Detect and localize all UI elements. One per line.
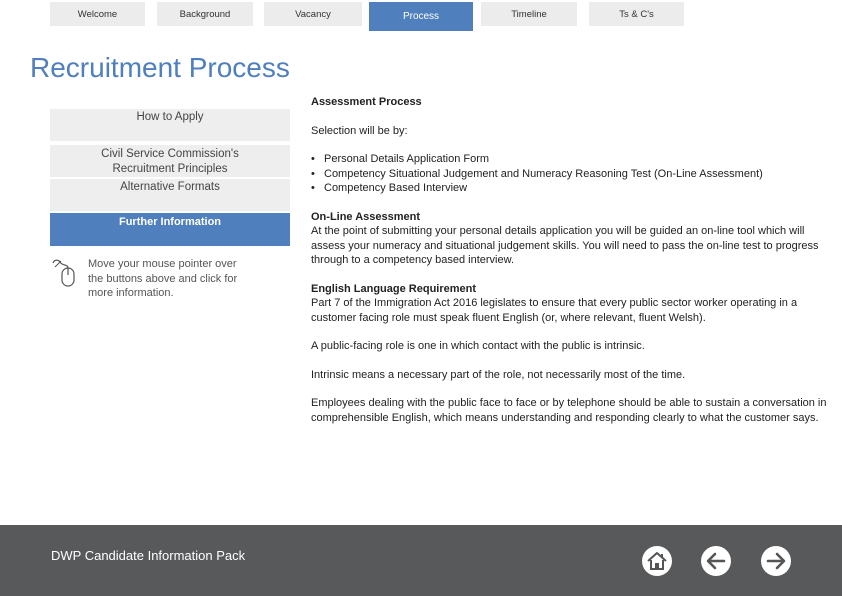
side-button-how-to-apply[interactable] — [50, 109, 290, 141]
tab-background[interactable] — [157, 2, 253, 26]
side-button-label: Further Information — [118, 216, 222, 228]
selection-list — [311, 152, 836, 196]
side-button-label-line2: Recruitment Principles — [112, 163, 228, 175]
tab-label: Process — [402, 11, 440, 22]
mouse-pointer-icon — [52, 258, 78, 288]
main-content — [311, 95, 836, 425]
tab-terms[interactable] — [589, 2, 684, 26]
side-button-label-line1: Civil Service Commission's — [101, 148, 239, 160]
footer-title: DWP Candidate Information Pack — [51, 548, 246, 563]
hover-hint: Move your mouse pointer over the buttons above and click for more information. — [88, 258, 238, 299]
english-requirement-heading: English Language Requirement — [311, 282, 477, 295]
tab-timeline[interactable] — [481, 2, 577, 26]
paragraph: A public-facing role is one in which contact with the public is intrinsic. — [311, 340, 645, 352]
side-button-label: Alternative Formats — [120, 181, 220, 193]
arrow-left-icon[interactable] — [700, 545, 732, 577]
tab-process[interactable] — [369, 2, 473, 31]
section-heading: Assessment Process — [311, 96, 422, 108]
side-button-further-information[interactable] — [50, 213, 290, 246]
paragraph: Employees dealing with the public face to face or by telephone should be able to sustain a conversation in comprehensible English, which means understanding and responding clearly to what the customer says. — [311, 397, 827, 424]
side-button-label: How to Apply — [136, 111, 204, 123]
tab-vacancy[interactable] — [264, 2, 362, 26]
top-navigation — [0, 0, 842, 32]
paragraph: Intrinsic means a necessary part of the role, not necessarily most of the time. — [311, 368, 686, 381]
tab-welcome[interactable] — [50, 2, 145, 26]
english-requirement-text: Part 7 of the Immigration Act 2016 legislates to ensure that every public sector worker operating in a customer facing role must speak fluent English (or, where relevant, fluent Welsh). — [311, 297, 798, 324]
list-item: • Personal Details Application Form — [311, 152, 836, 167]
list-item: • Competency Situational Judgement and Numeracy Reasoning Test (On-Line Assessment) — [311, 167, 836, 182]
side-button-alternative-formats[interactable] — [50, 179, 290, 211]
tab-label: Vacancy — [295, 8, 331, 20]
tab-label: Welcome — [77, 8, 118, 20]
list-item: • Competency Based Interview — [311, 181, 836, 196]
tab-label: Ts & C's — [619, 8, 654, 20]
intro-text: Selection will be by: — [311, 124, 408, 137]
tab-label: Timeline — [511, 8, 547, 20]
page-title: Recruitment Process — [30, 52, 290, 83]
online-assessment-text: At the point of submitting your personal details application you will be guided an on-line tool which will assess your numeracy and situational judgement skills. You will need to pass the on-line test to progress through to a competency based interview. — [311, 225, 819, 266]
online-assessment-heading: On-Line Assessment — [311, 210, 421, 223]
side-button-recruitment-principles[interactable] — [50, 145, 290, 177]
footer-bar — [0, 525, 842, 596]
tab-label: Background — [179, 8, 231, 20]
home-icon[interactable] — [641, 545, 673, 577]
arrow-right-icon[interactable] — [760, 545, 792, 577]
